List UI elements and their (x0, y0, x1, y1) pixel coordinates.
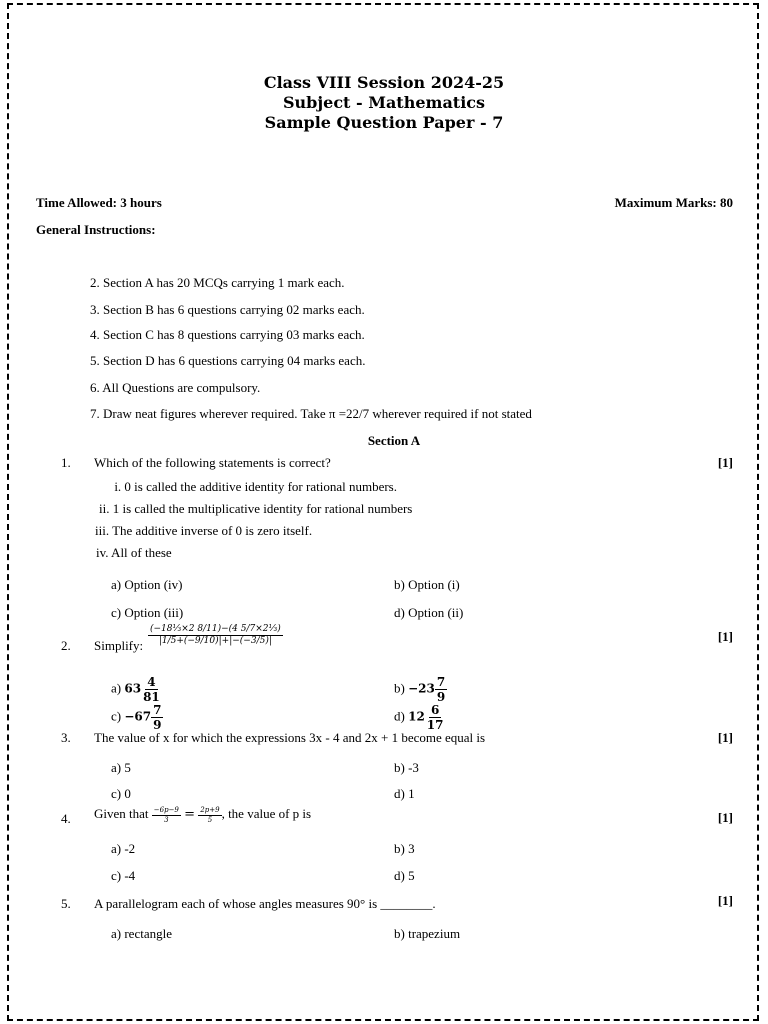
equals-sign: = (184, 807, 196, 822)
option-fraction-den: 9 (436, 690, 446, 704)
question-number: 1. (61, 455, 71, 470)
general-instructions-heading: General Instructions: (36, 222, 156, 237)
option-a: a) 5 (111, 760, 131, 775)
header-class-session: Class VIII Session 2024-25 (263, 73, 505, 92)
instruction-item: 2. Section A has 20 MCQs carrying 1 mark each. (90, 275, 345, 290)
time-allowed: Time Allowed: 3 hours (36, 195, 162, 210)
question-number: 5. (61, 896, 71, 911)
option-d: d) 5 (394, 868, 415, 883)
instruction-item: 6. All Questions are compulsory. (90, 380, 261, 395)
question-text: Simplify: (94, 638, 144, 653)
option-c: c) -4 (111, 868, 136, 883)
option-fraction-den: 17 (426, 718, 444, 732)
statement-item: ii. 1 is called the multiplicative identity for rational numbers (99, 501, 413, 516)
option-a: a) Option (iv) (111, 577, 183, 592)
option-c: c) 0 (111, 786, 131, 801)
option-fraction-num: 6 (430, 703, 440, 717)
statement-item: iii. The additive inverse of 0 is zero itself. (95, 523, 313, 538)
expression-denominator: |1/5+(−9/10)|+|−(−3/5)| (158, 636, 272, 646)
option-d: d) Option (ii) (394, 605, 464, 620)
instruction-item: 4. Section C has 8 questions carrying 03 marks each. (90, 327, 365, 342)
option-fraction-num: 4 (147, 675, 156, 689)
instruction-item: 3. Section B has 6 questions carrying 02 marks each. (90, 302, 365, 317)
question-text: A parallelogram each of whose angles measures 90° is ________. (94, 896, 436, 911)
simplify-expression (148, 625, 283, 646)
option-value: 12 (408, 709, 425, 724)
statement-item: iv. All of these (96, 545, 172, 560)
rhs-numerator: 2p+9 (200, 805, 220, 814)
option-b: b) Option (i) (394, 577, 460, 592)
option-b: b) -3 (394, 760, 419, 775)
question-marks: [1] (717, 810, 733, 825)
question-number: 4. (61, 811, 71, 826)
option-label: c) (111, 708, 122, 724)
expression-numerator: (−18⅓×2 8/11)−(4 5/7×2⅓) (150, 624, 281, 634)
option-a: a) rectangle (111, 926, 172, 941)
question-marks: [1] (717, 730, 733, 745)
question-text-before: Given that (94, 806, 149, 821)
question-marks: [1] (717, 629, 733, 644)
question-marks: [1] (717, 455, 733, 470)
option-value: −23 (408, 681, 435, 696)
option-d: d) 1 (394, 786, 415, 801)
option-fraction-den: 9 (153, 718, 162, 732)
question-text-after: , the value of p is (221, 806, 312, 821)
lhs-denominator: 3 (164, 815, 169, 824)
option-value: −67 (124, 709, 152, 724)
option-fraction-den: 81 (143, 690, 160, 704)
lhs-numerator: −6p−9 (153, 805, 179, 814)
rhs-denominator: 5 (207, 815, 213, 824)
option-label: b) (394, 680, 405, 696)
option-value: 63 (124, 681, 142, 696)
option-a (111, 676, 162, 703)
option-c (111, 704, 163, 731)
option-b (394, 676, 447, 703)
question-marks: [1] (717, 893, 733, 908)
option-fraction-num: 7 (436, 675, 446, 689)
section-a-heading: Section A (367, 433, 421, 448)
option-b: b) trapezium (394, 926, 461, 941)
question-text: The value of x for which the expressions 3x - 4 and 2x + 1 become equal is (94, 730, 486, 745)
statement-item: i. 0 is called the additive identity for rational numbers. (114, 479, 397, 494)
question-number: 2. (61, 638, 71, 653)
question-number: 3. (61, 730, 71, 745)
header-paper-title: Sample Question Paper - 7 (264, 113, 504, 132)
header-subject: Subject - Mathematics (282, 93, 486, 112)
option-d (394, 704, 446, 731)
option-fraction-num: 7 (153, 703, 162, 717)
option-a: a) -2 (111, 841, 136, 856)
question-text: Which of the following statements is correct? (94, 455, 331, 470)
maximum-marks: Maximum Marks: 80 (614, 195, 733, 210)
question-text (94, 806, 311, 824)
option-b: b) 3 (394, 841, 415, 856)
option-label: d) (394, 708, 405, 724)
option-c: c) Option (iii) (111, 605, 184, 620)
instruction-item: 5. Section D has 6 questions carrying 04 marks each. (90, 353, 366, 368)
option-label: a) (111, 680, 122, 696)
instruction-item: 7. Draw neat figures wherever required. Take π =22/7 wherever required if not stated (90, 406, 532, 421)
